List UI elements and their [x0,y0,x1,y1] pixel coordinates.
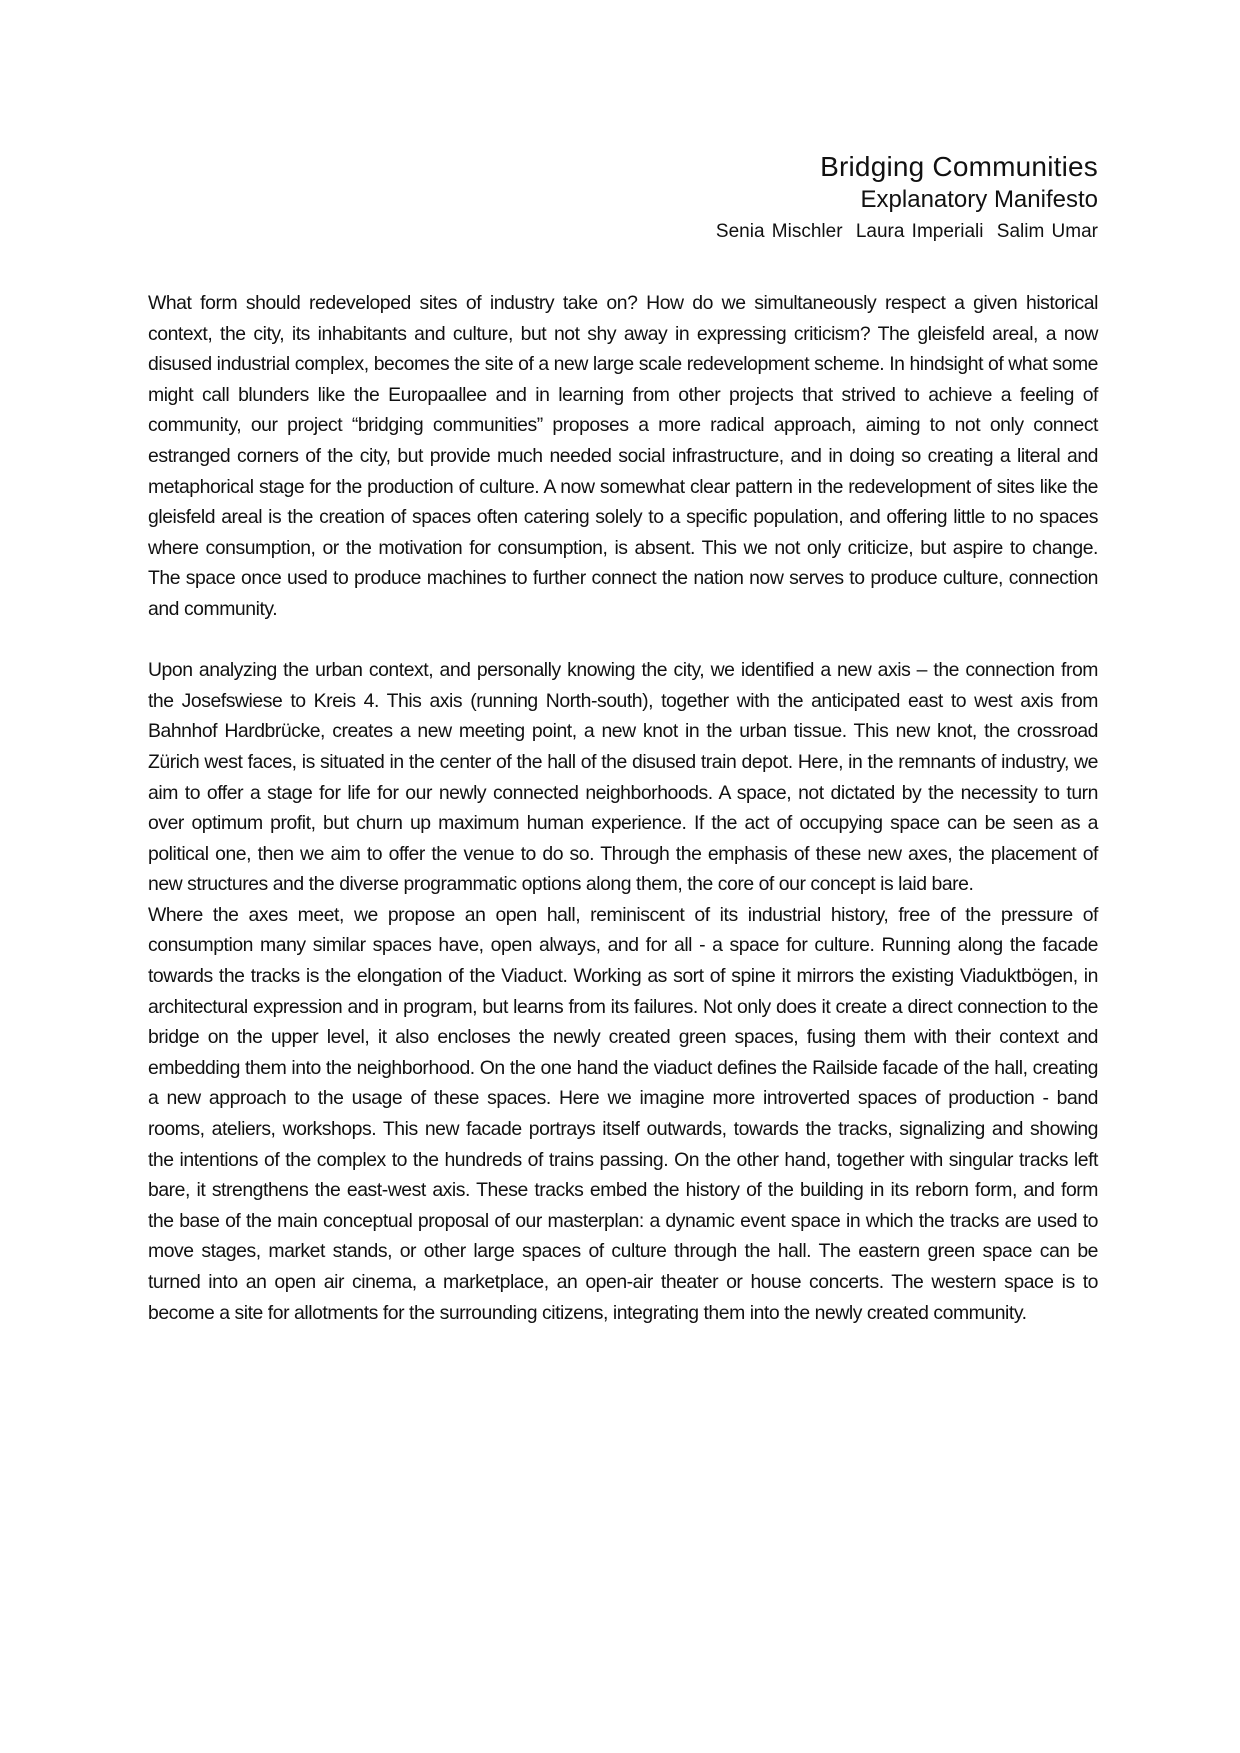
document-subtitle: Explanatory Manifesto [860,186,1098,213]
body-paragraph: Upon analyzing the urban context, and personally knowing the city, we identified a new axis – the connection from the Josefswiese to Kreis 4. This axis (running North-south), together with the anticipated east to west axis from Bahnhof Hardbrücke, creates a new meeting point, a new knot in the urban tissue. This new knot, the crossroad Zürich west faces, is situated in the center of the hall of the disused train depot. Here, in the remnants of industry, we aim to offer a stage for life for our newly connected neighborhoods. A space, not dictated by the necessity to turn over optimum profit, but churn up maximum human experience. If the act of occupying space can be seen as a political one, then we aim to offer the venue to do so. Through the emphasis of these new axes, the placement of new structures and the diverse programmatic options along them, the core of our concept is laid bare. [148,659,1098,896]
author-name: Salim Umar [996,221,1098,242]
document-body [148,288,1098,1328]
body-paragraph: What form should redeveloped sites of industry take on? How do we simultaneously respect a given historical context, the city, its inhabitants and culture, but not shy away in expressing criticism? The gleisfeld areal, a now disused industrial complex, becomes the site of a new large scale redevelopment scheme. In hindsight of what some might call blunders like the Europaallee and in learning from other projects that strived to achieve a feeling of community, our project “bridging communities” proposes a more radical approach, aiming to not only connect estranged corners of the city, but provide much needed social infrastructure, and in doing so creating a literal and metaphorical stage for the production of culture. A now somewhat clear pattern in the redevelopment of sites like the gleisfeld areal is the creation of spaces often catering solely to a specific population, and offering little to no spaces where consumption, or the motivation for consumption, is absent. This we not only criticize, but aspire to change. The space once used to produce machines to further connect the nation now serves to produce culture, connection and community. [148,292,1098,620]
author-list [716,218,1098,246]
author-name: Senia Mischler [715,221,843,242]
author-name: Laura Imperiali [855,221,984,242]
body-paragraph: Where the axes meet, we propose an open hall, reminiscent of its industrial history, free of the pressure of consumption many similar spaces have, open always, and for all - a space for culture. Running along the facade towards the tracks is the elongation of the Viaduct. Working as sort of spine it mirrors the existing Viaduktbögen, in architectural expression and in program, but learns from its failures. Not only does it create a direct connection to the bridge on the upper level, it also encloses the newly created green spaces, fusing them with their context and embedding them into the neighborhood. On the one hand the viaduct defines the Railside facade of the hall, creating a new approach to the usage of these spaces. Here we imagine more introverted spaces of production - band rooms, ateliers, workshops. This new facade portrays itself outwards, towards the tracks, signalizing and showing the intentions of the complex to the hundreds of trains passing. On the other hand, together with singular tracks left bare, it strengthens the east-west axis. These tracks embed the history of the building in its reborn form, and form the base of the main conceptual proposal of our masterplan: a dynamic event space in which the tracks are used to move stages, market stands, or other large spaces of culture through the hall. The eastern green space can be turned into an open air cinema, a marketplace, an open-air theater or house concerts. The western space is to become a site for allotments for the surrounding citizens, integrating them into the newly created community. [148,903,1098,1324]
document-header [716,150,1098,246]
document-title: Bridging Communities [820,151,1098,182]
